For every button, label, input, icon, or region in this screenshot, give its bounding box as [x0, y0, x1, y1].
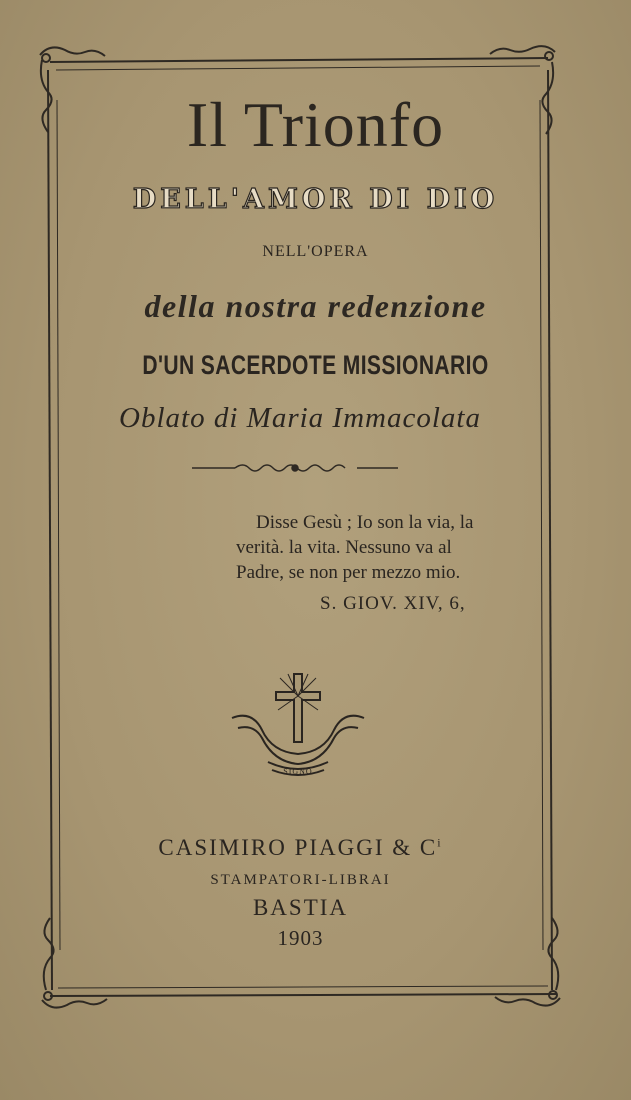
quote-line: Disse Gesù ; Io son la via, la — [256, 512, 474, 533]
author-line: D'UN SACERDOTE MISSIONARIO — [142, 350, 489, 380]
quote-line: Padre, se non per mezzo mio. — [236, 562, 461, 583]
cross-with-ribbon-icon — [228, 670, 368, 785]
book-subtitle: DELL'AMOR DI DIO — [132, 184, 499, 215]
line-nell-opera: NELL'OPERA — [262, 243, 369, 260]
publication-year: 1903 — [277, 926, 324, 950]
publisher-city: BASTIA — [252, 895, 349, 920]
book-title: Il Trionfo — [186, 89, 445, 160]
quote-citation: S. GIOV. XIV, 6, — [320, 593, 466, 614]
svg-text:SIGNO: SIGNO — [283, 767, 313, 776]
publisher-name: CASIMIRO PIAGGI & $C^i$ — [158, 835, 443, 860]
quote-line: verità. la vita. Nessuno va al — [236, 537, 452, 558]
order-line: Oblato di Maria Immacolata — [119, 402, 481, 434]
publisher-role: STAMPATORI-LIBRAI — [210, 872, 391, 888]
line-redenzione: della nostra redenzione — [144, 288, 487, 324]
ornamental-divider — [190, 458, 400, 478]
scripture-quote — [236, 510, 536, 585]
